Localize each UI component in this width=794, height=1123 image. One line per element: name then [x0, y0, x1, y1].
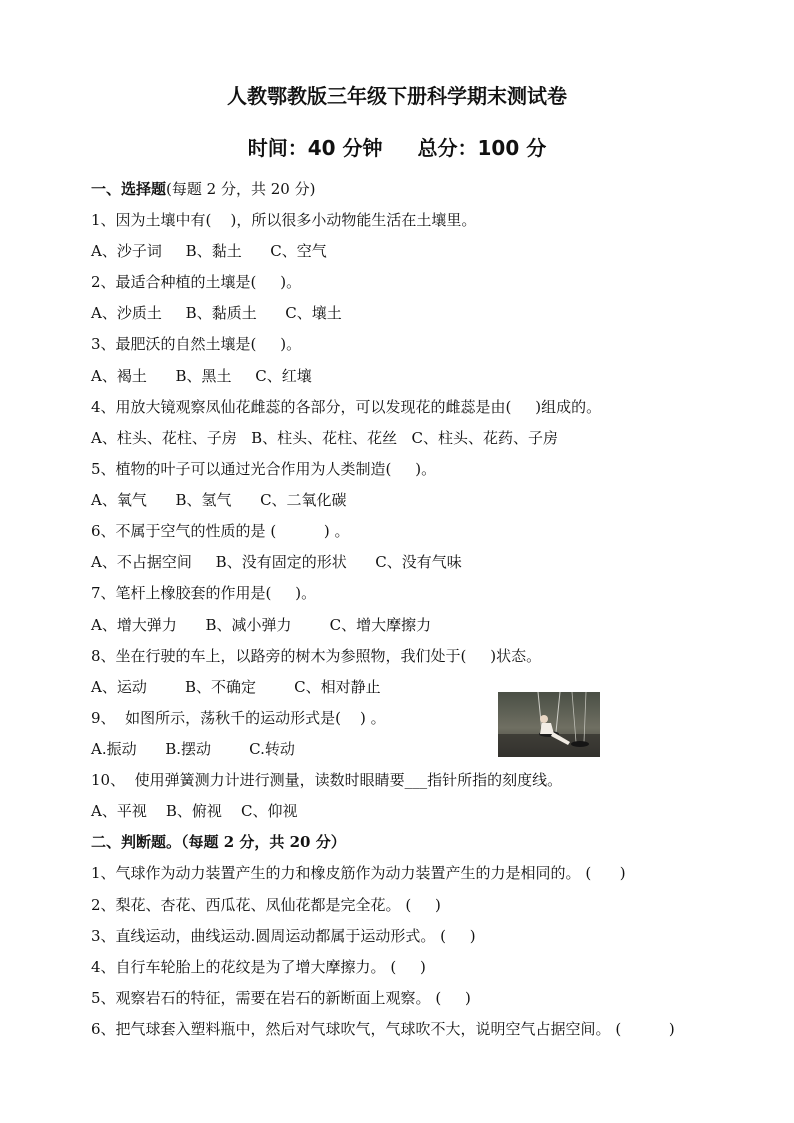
question-5: 5、植物的叶子可以通过光合作用为人类制造( )。: [91, 460, 437, 478]
question-4: 4、用放大镜观察凤仙花雌蕊的各部分，可以发现花的雌蕊是由( )组成的。: [91, 398, 602, 416]
question-8: 8、坐在行驶的车上，以路旁的树木为参照物，我们处于( )状态。: [91, 647, 542, 665]
question-1: 1、因为土壤中有( )，所以很多小动物能生活在土壤里。: [91, 211, 477, 229]
judge-question: 4、自行车轮胎上的花纹是为了增大摩擦力。 ( ): [91, 958, 426, 976]
question-3: 3、最肥沃的自然土壤是( )。: [91, 335, 302, 353]
question-10-options: A、平视 B、俯视 C、仰视: [91, 802, 298, 820]
exam-time: 时间：40 分钟: [247, 136, 383, 160]
question-1-options: A、沙子词 B、黏土 C、空气: [91, 242, 327, 260]
judge-question: 5、观察岩石的特征，需要在岩石的新断面上观察。 ( ): [91, 989, 471, 1007]
judge-question: 1、气球作为动力装置产生的力和橡皮筋作为动力装置产生的力是相同的。 ( ): [91, 864, 626, 882]
judge-question: 2、梨花、杏花、西瓜花、凤仙花都是完全花。 ( ): [91, 896, 441, 914]
judge-question: 6、把气球套入塑料瓶中，然后对气球吹气，气球吹不大，说明空气占据空间。 ( ): [91, 1020, 675, 1038]
section-2-heading: 二、判断题。（每题 2 分，共 20 分）: [91, 833, 346, 851]
question-4-options: A、柱头、花柱、子房 B、柱头、花柱、花丝 C、柱头、花药、子房: [91, 429, 558, 447]
question-9-options: A.振动 B.摆动 C.转动: [91, 740, 295, 758]
section-1-heading-bold: 一、选择题: [91, 180, 167, 198]
question-6: 6、不属于空气的性质的是 ( ) 。: [91, 522, 350, 540]
question-3-options: A、褐土 B、黑土 C、红壤: [91, 367, 312, 385]
question-2: 2、最适合种植的土壤是( )。: [91, 273, 302, 291]
question-9: 9、 如图所示，荡秋千的运动形式是( ) 。: [91, 709, 386, 727]
exam-subtitle: [0, 132, 794, 161]
question-5-options: A、氧气 B、氢气 C、二氧化碳: [91, 491, 347, 509]
question-2-options: A、沙质土 B、黏质土 C、壤土: [91, 304, 342, 322]
section-1-heading-note: (每题 2 分，共 20 分): [166, 180, 316, 198]
section-1-heading: [91, 179, 315, 199]
swing-photo: [498, 692, 600, 757]
exam-title: 人教鄂教版三年级下册科学期末测试卷: [227, 84, 567, 108]
question-8-options: A、运动 B、不确定 C、相对静止: [91, 678, 381, 696]
question-6-options: A、不占据空间 B、没有固定的形状 C、没有气味: [91, 553, 462, 571]
judge-question: 3、直线运动，曲线运动.圆周运动都属于运动形式。 ( ): [91, 927, 476, 945]
question-7-options: A、增大弹力 B、减小弹力 C、增大摩擦力: [91, 616, 432, 634]
question-7: 7、笔杆上橡胶套的作用是( )。: [91, 584, 317, 602]
exam-total-score: 总分：100 分: [417, 136, 547, 160]
question-10: 10、 使用弹簧测力计进行测量，读数时眼睛要___指针所指的刻度线。: [91, 771, 563, 789]
